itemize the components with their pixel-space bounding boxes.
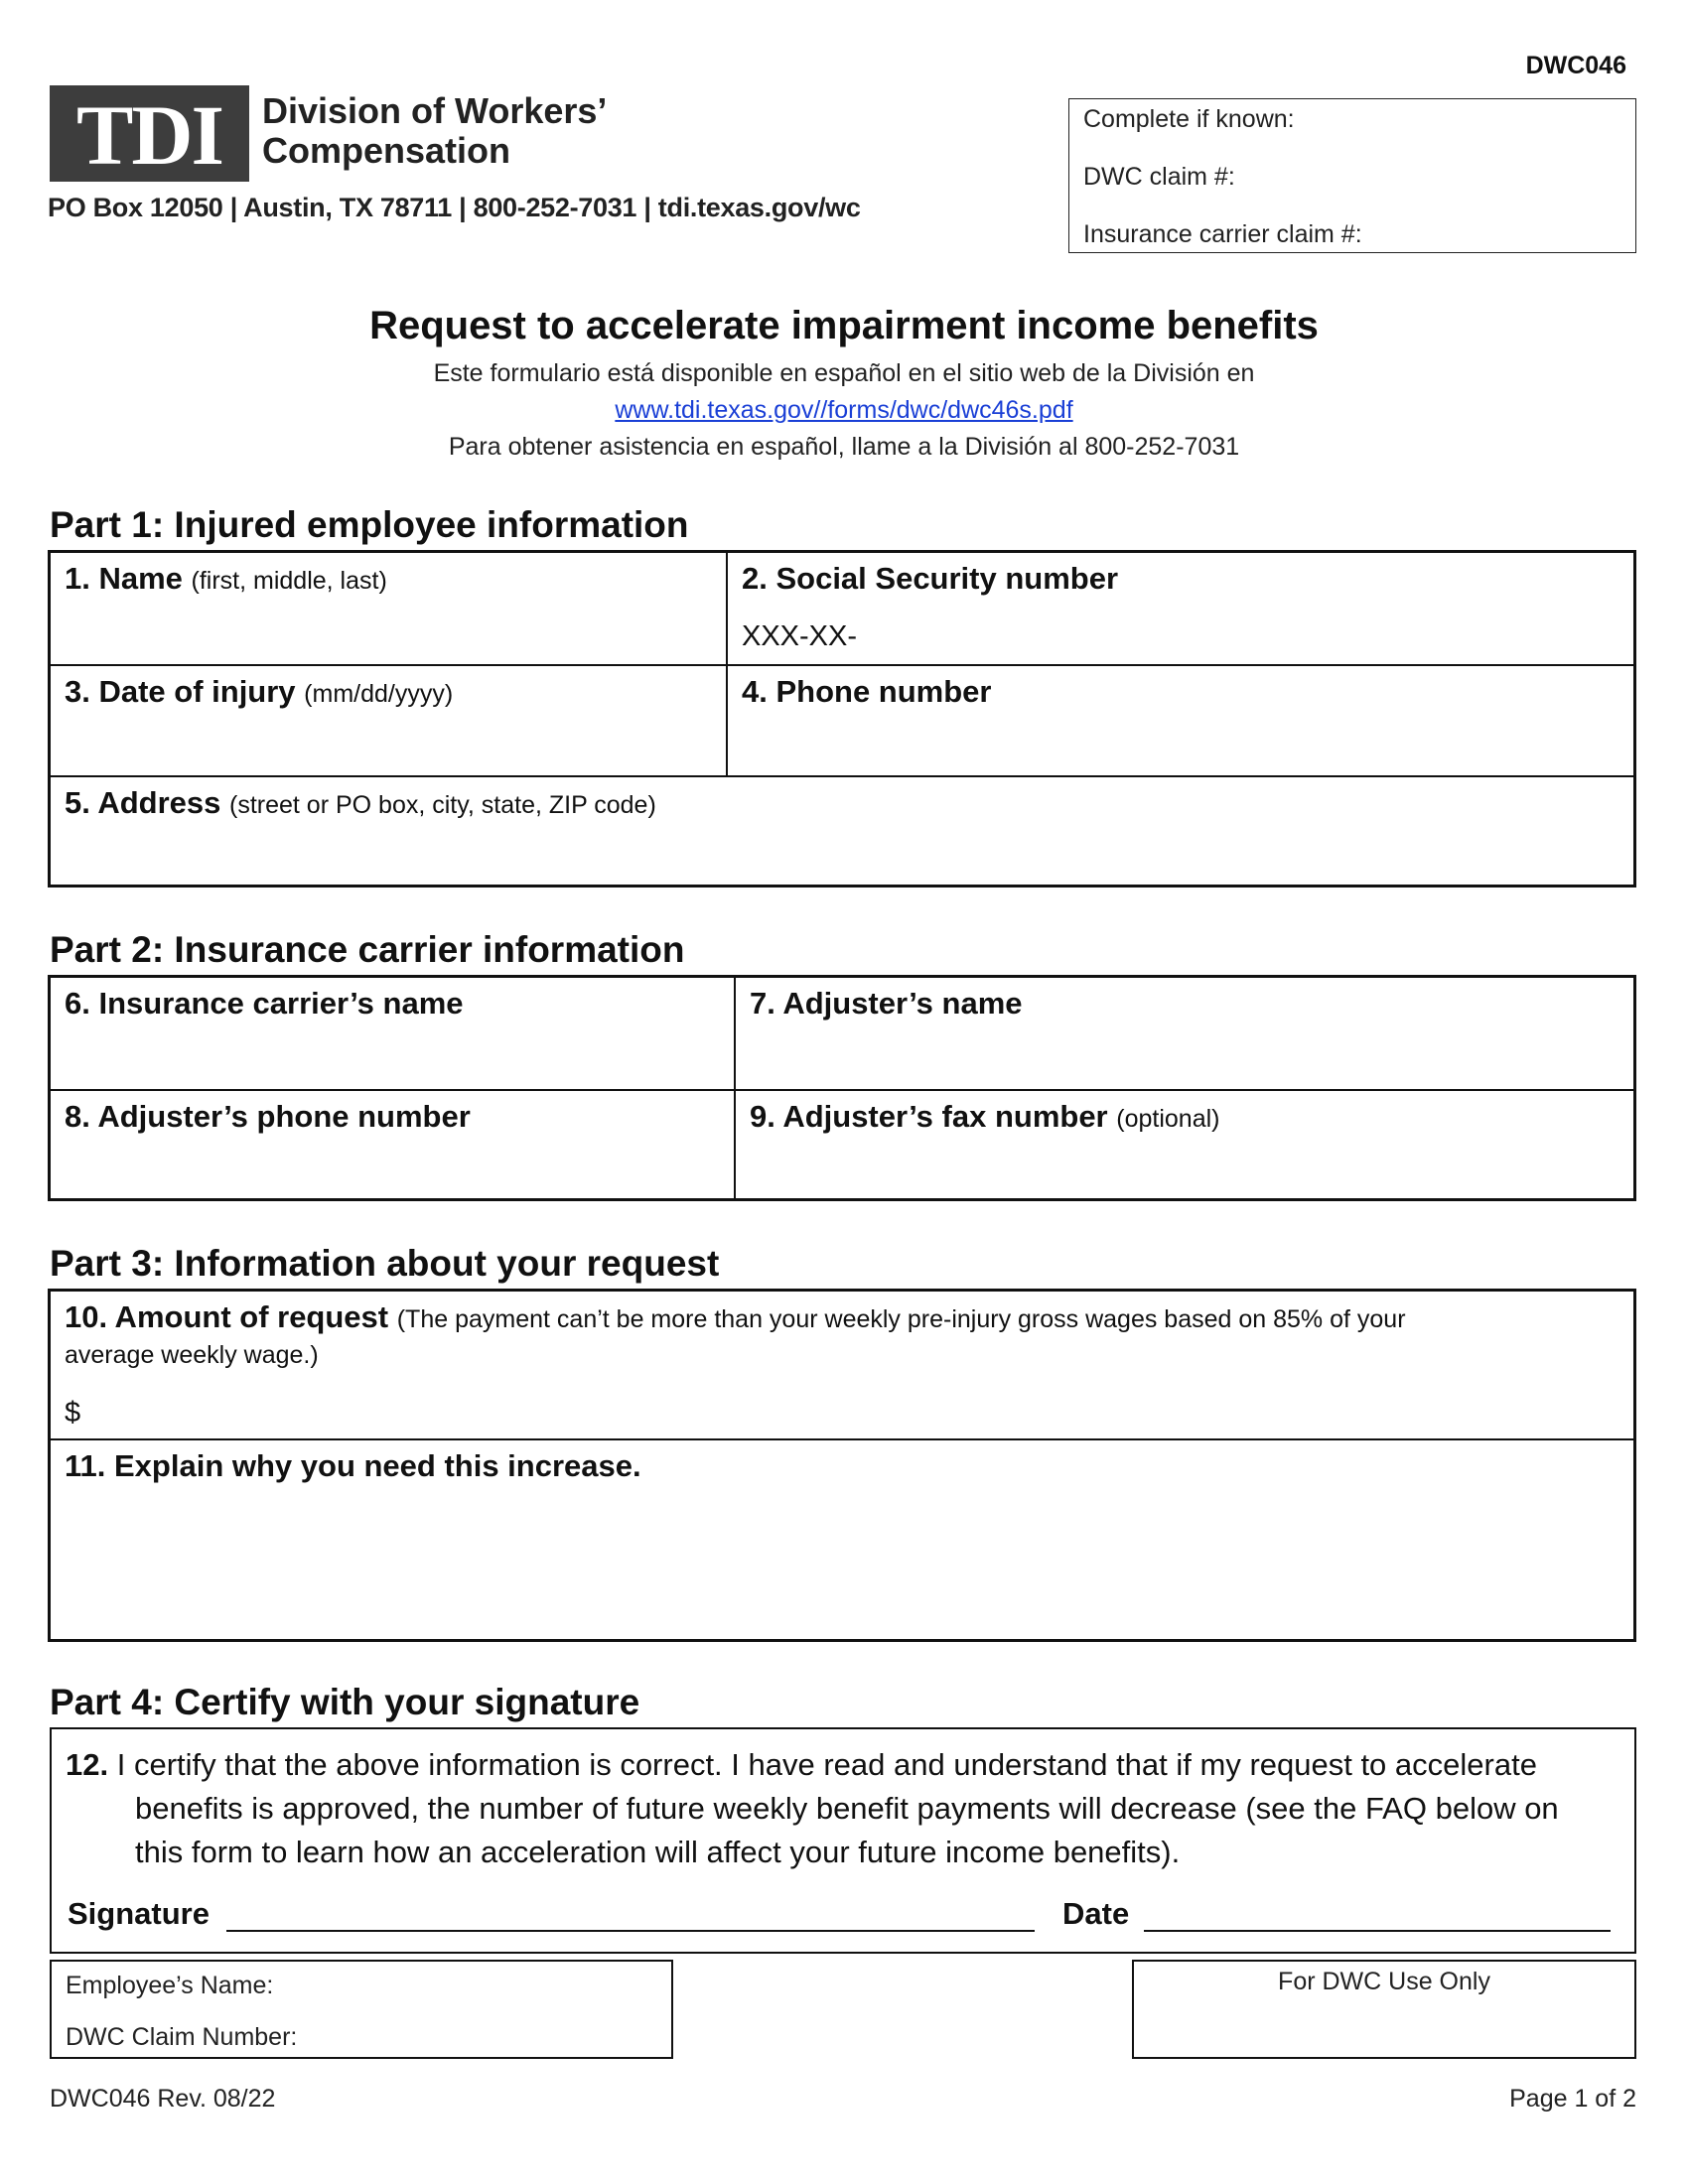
- adjuster-name-label: 7. Adjuster’s name: [750, 986, 1023, 1021]
- form-code: DWC046: [1525, 52, 1626, 79]
- adjuster-name-field[interactable]: [736, 978, 1633, 1089]
- employee-name-label: Employee’s Name:: [66, 1972, 274, 1999]
- phone-label: 4. Phone number: [742, 674, 992, 709]
- signature-line[interactable]: [226, 1930, 1035, 1932]
- ssn-prefix: XXX-XX-: [742, 620, 858, 652]
- dwc-use-only-box: [1132, 1960, 1636, 2059]
- part2-heading: Part 2: Insurance carrier information: [50, 929, 685, 970]
- name-field[interactable]: [51, 553, 726, 664]
- part3-heading: Part 3: Information about your request: [50, 1243, 720, 1284]
- signature-label: Signature: [68, 1896, 210, 1931]
- currency-symbol: $: [65, 1397, 81, 1429]
- tdi-logo: TDI: [50, 85, 249, 182]
- page-title: Request to accelerate impairment income benefits: [369, 304, 1319, 347]
- date-line[interactable]: [1144, 1930, 1611, 1932]
- date-of-injury-label: 3. Date of injury (mm/dd/yyyy): [65, 674, 454, 709]
- claim-info-heading: Complete if known:: [1083, 105, 1295, 133]
- certification-text: I certify that the above information is correct. I have read and understand that if my request to accelerate benefits is approved, the number of future weekly benefit payments will decrease (see the FAQ below on this form to learn how an acceleration will affect your future income benefits).: [116, 1747, 1559, 1869]
- spanish-form-link[interactable]: www.tdi.texas.gov//forms/dwc/dwc46s.pdf: [615, 396, 1073, 424]
- amount-field[interactable]: [51, 1292, 1633, 1438]
- division-name: [262, 91, 607, 171]
- adjuster-phone-field[interactable]: [51, 1091, 734, 1198]
- address-field[interactable]: [51, 777, 1633, 885]
- part1-section: [48, 550, 1636, 887]
- ssn-field[interactable]: [728, 553, 1633, 664]
- dwc-claim-number-label: DWC Claim Number:: [66, 2023, 298, 2051]
- spanish-form-link-line: [0, 396, 1688, 425]
- part2-section: [48, 975, 1636, 1201]
- page-number: Page 1 of 2: [1509, 2085, 1636, 2113]
- date-of-injury-field[interactable]: [51, 666, 726, 775]
- name-label: 1. Name (first, middle, last): [65, 561, 387, 596]
- address-label: 5. Address (street or PO box, city, state, ZIP code): [65, 785, 656, 820]
- part4-heading: Part 4: Certify with your signature: [50, 1682, 640, 1722]
- explanation-field[interactable]: [51, 1440, 1633, 1639]
- carrier-claim-field[interactable]: Insurance carrier claim #:: [1083, 220, 1362, 248]
- amount-label: 10. Amount of request (The payment can’t be more than your weekly pre-injury gross wages based on 85% of your: [65, 1299, 1406, 1334]
- contact-line: PO Box 12050 | Austin, TX 78711 | 800-252-7031 | tdi.texas.gov/wc: [48, 193, 861, 222]
- carrier-name-field[interactable]: [51, 978, 734, 1089]
- form-revision: DWC046 Rev. 08/22: [50, 2085, 276, 2113]
- adjuster-phone-label: 8. Adjuster’s phone number: [65, 1099, 471, 1134]
- dwc-claim-field[interactable]: DWC claim #:: [1083, 163, 1235, 191]
- phone-field[interactable]: [728, 666, 1633, 775]
- certification-statement: [66, 1743, 1615, 1874]
- part3-section: [48, 1289, 1636, 1642]
- employee-info-box: [50, 1960, 673, 2059]
- adjuster-fax-field[interactable]: [736, 1091, 1633, 1198]
- division-name-line1: Division of Workers’: [262, 90, 608, 131]
- amount-note-continued: average weekly wage.): [65, 1341, 319, 1369]
- date-label: Date: [1062, 1896, 1130, 1931]
- dwc-use-only-label: For DWC Use Only: [1278, 1968, 1490, 1995]
- explanation-label: 11. Explain why you need this increase.: [65, 1448, 641, 1483]
- adjuster-fax-label: 9. Adjuster’s fax number (optional): [750, 1099, 1220, 1134]
- spanish-availability-text: Este formulario está disponible en español en el sitio web de la División en: [433, 359, 1255, 387]
- carrier-name-label: 6. Insurance carrier’s name: [65, 986, 464, 1021]
- ssn-label: 2. Social Security number: [742, 561, 1119, 596]
- certification-section: [50, 1727, 1636, 1954]
- claim-info-box: [1068, 98, 1636, 253]
- division-name-line2: Compensation: [262, 130, 511, 171]
- part1-heading: Part 1: Injured employee information: [50, 504, 689, 545]
- spanish-assistance-text: Para obtener asistencia en español, llame a la División al 800-252-7031: [448, 433, 1240, 461]
- item-number: 12.: [66, 1747, 109, 1782]
